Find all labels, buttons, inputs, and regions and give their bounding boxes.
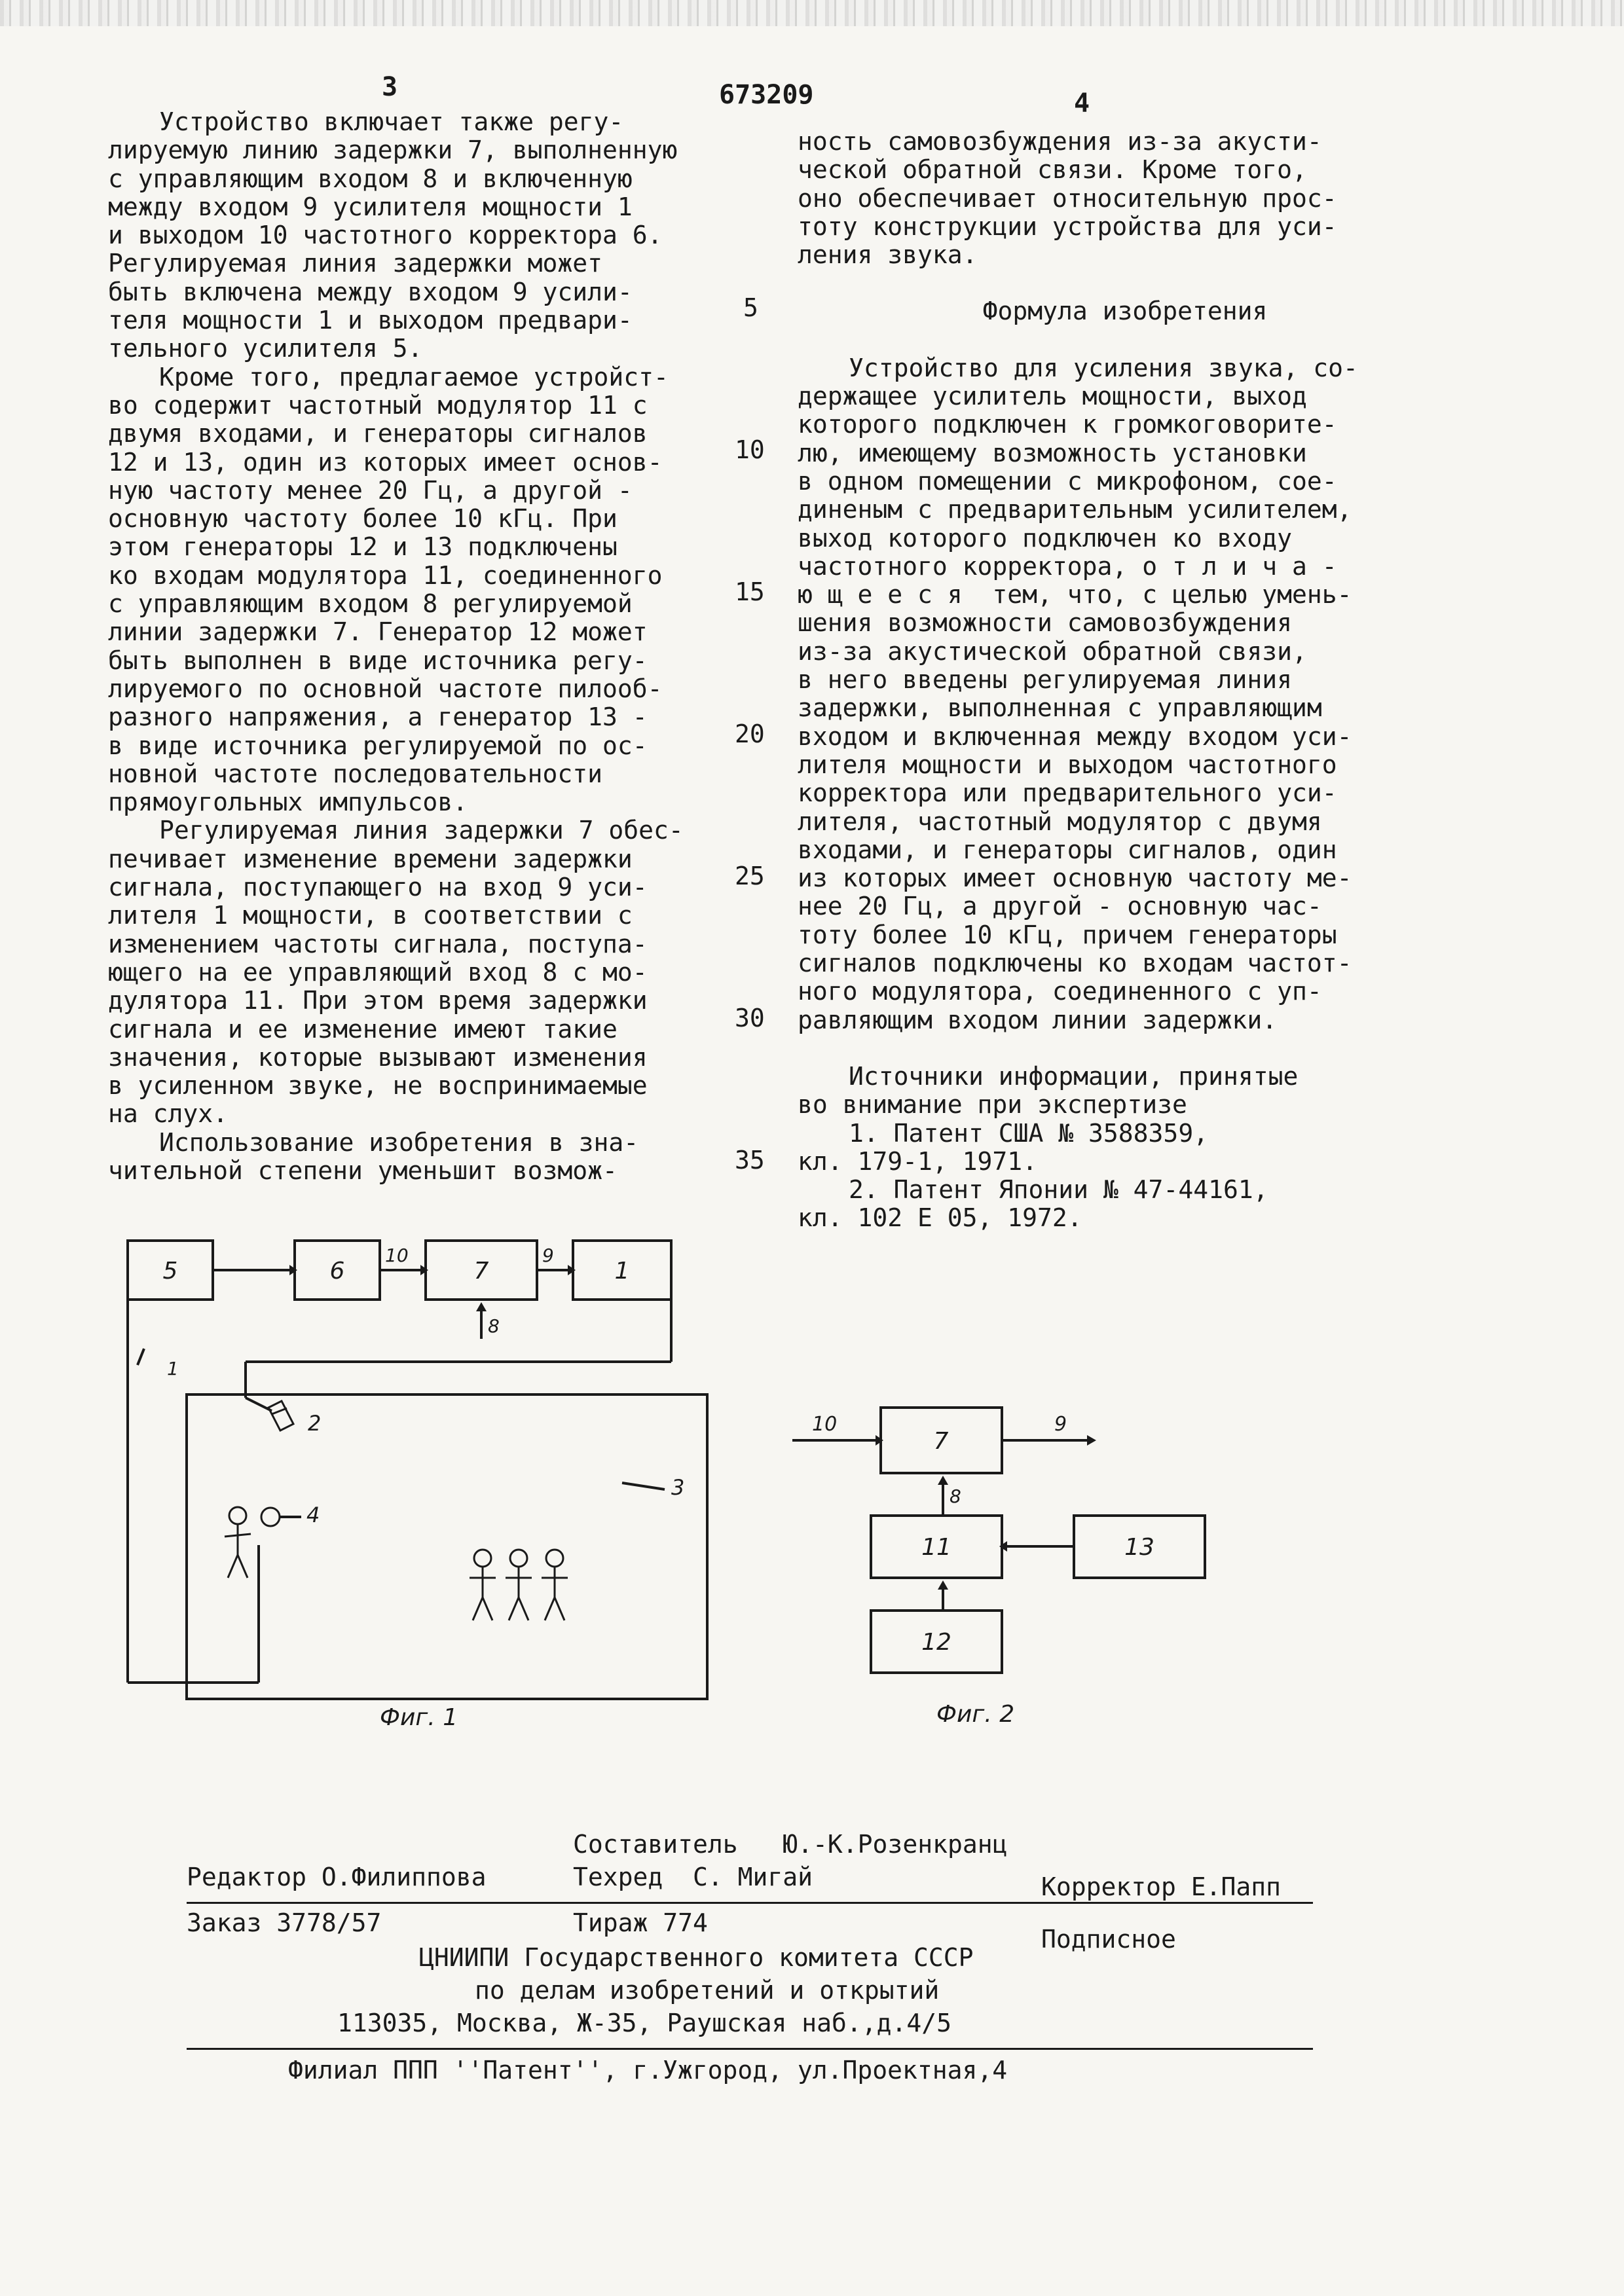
right-text-line: ления звука. bbox=[798, 240, 978, 270]
right-text-line bbox=[798, 1034, 1452, 1063]
left-text-line: ную частоту менее 20 Гц, а другой - bbox=[108, 475, 633, 505]
fig1-caption: Фиг. 1 bbox=[380, 1704, 458, 1731]
right-text-line: в него введены регулируемая линия bbox=[798, 665, 1292, 695]
left-text-line: 12 и 13, один из которых имеет основ- bbox=[108, 447, 663, 477]
right-text-line: ность самовозбуждения из-за акусти- bbox=[798, 127, 1322, 156]
figure-1 bbox=[118, 1214, 727, 1732]
left-text-line: быть включена между входом 9 усили- bbox=[108, 277, 633, 306]
right-text-line: 2. Патент Японии № 47-44161, bbox=[849, 1175, 1268, 1205]
fig1-signal-9: 9 bbox=[542, 1245, 554, 1266]
room-rect bbox=[187, 1394, 707, 1699]
right-text-line: нее 20 Гц, а другой - основную час- bbox=[798, 892, 1322, 921]
left-text-line: значения, которые вызывают изменения bbox=[108, 1042, 648, 1072]
left-text-line: лируемую линию задержки 7, выполненную bbox=[108, 136, 678, 165]
left-text-line: лируемого по основной частоте пилооб- bbox=[108, 674, 663, 703]
address-line: 113035, Москва, Ж-35, Раушская наб.,д.4/5 bbox=[337, 2009, 951, 2037]
right-text-line: в одном помещении с микрофоном, сое- bbox=[798, 466, 1337, 496]
line-number: 30 bbox=[735, 1004, 765, 1032]
right-text-line: ческой обратной связи. Кроме того, bbox=[798, 155, 1307, 185]
right-text-line: кл. 102 Е 05, 1972. bbox=[798, 1203, 1082, 1233]
left-text-line: Использование изобретения в зна- bbox=[159, 1127, 639, 1157]
right-text-line: выход которого подключен ко входу bbox=[798, 523, 1292, 553]
fig2-label-11: 11 bbox=[921, 1534, 951, 1561]
left-text-line: с управляющим входом 8 и включенную bbox=[108, 164, 633, 193]
left-text-line: изменением частоты сигнала, поступа- bbox=[108, 929, 648, 958]
left-text-line: Кроме того, предлагаемое устройст- bbox=[159, 362, 669, 392]
right-text-line: держащее усилитель мощности, выход bbox=[798, 382, 1307, 411]
left-text-line: дулятора 11. При этом время задержки bbox=[108, 986, 648, 1015]
left-text-line: чительной степени уменьшит возмож- bbox=[108, 1156, 618, 1185]
right-text-line: оно обеспечивает относительную прос- bbox=[798, 183, 1337, 213]
right-text-line: равляющим входом линии задержки. bbox=[798, 1005, 1278, 1034]
left-text-line: Устройство включает также регу- bbox=[159, 107, 624, 136]
right-text-line: шения возможности самовозбуждения bbox=[798, 608, 1292, 638]
order-line: Заказ 3778/57 bbox=[187, 1908, 382, 1937]
right-text-line: входом и включенная между входом уси- bbox=[798, 721, 1352, 751]
compiler-line: Составитель Ю.-К.Розенкранц bbox=[573, 1830, 1008, 1859]
left-text-column bbox=[108, 108, 756, 1185]
left-text-line: Регулируемая линия задержки может bbox=[108, 249, 602, 278]
fig1-label-6: 6 bbox=[329, 1258, 345, 1285]
right-text-line: из которых имеет основную частоту ме- bbox=[798, 864, 1352, 893]
left-text-line: линии задержки 7. Генератор 12 может bbox=[108, 617, 648, 647]
divider-2 bbox=[187, 2048, 1313, 2050]
left-text-line: теля мощности 1 и выходом предвари- bbox=[108, 306, 633, 335]
speaker-icon bbox=[268, 1401, 293, 1430]
fig1-label-3: 3 bbox=[671, 1475, 685, 1500]
right-text-line: ю щ е е с я тем, что, с целью умень- bbox=[798, 580, 1352, 610]
left-text-line: в виде источника регулируемой по ос- bbox=[108, 731, 648, 760]
right-text-line: Устройство для усиления звука, со- bbox=[849, 353, 1358, 382]
left-text-line: тельного усилителя 5. bbox=[108, 334, 423, 363]
fig1-wire-label: 1 bbox=[167, 1358, 179, 1379]
right-text-line bbox=[798, 269, 1452, 297]
left-text-line: разного напряжения, а генератор 13 - bbox=[108, 702, 648, 732]
right-text-line: корректора или предварительного уси- bbox=[798, 778, 1337, 808]
left-text-line: прямоугольных импульсов. bbox=[108, 788, 468, 817]
left-text-line: ющего на ее управляющий вход 8 с мо- bbox=[108, 957, 648, 987]
left-text-line: основную частоту более 10 кГц. При bbox=[108, 504, 618, 534]
corrector-line: Корректор Е.Папп bbox=[1041, 1872, 1282, 1901]
fig2-output-9: 9 bbox=[1054, 1413, 1067, 1436]
left-text-line: сигнала и ее изменение имеют такие bbox=[108, 1014, 618, 1044]
person-icon bbox=[225, 1507, 251, 1578]
line-number: 15 bbox=[735, 577, 765, 606]
left-text-line: новной частоте последовательности bbox=[108, 759, 602, 788]
right-text-line: которого подключен к громкоговорите- bbox=[798, 410, 1337, 439]
org-line-2: по делам изобретений и открытий bbox=[475, 1976, 940, 2005]
fig1-label-7: 7 bbox=[473, 1258, 489, 1285]
page-number-right: 4 bbox=[1074, 88, 1090, 118]
right-text-line: тоту более 10 кГц, причем генераторы bbox=[798, 920, 1337, 949]
techred-line: Техред С. Мигай bbox=[573, 1863, 813, 1891]
right-text-line: Формула изобретения bbox=[982, 297, 1268, 326]
fig1-label-1: 1 bbox=[614, 1258, 630, 1285]
left-text-line: двумя входами, и генераторы сигналов bbox=[108, 419, 648, 448]
left-text-line: сигнала, поступающего на вход 9 уси- bbox=[108, 873, 648, 902]
circulation-line: Тираж 774 bbox=[573, 1908, 708, 1937]
right-text-line: сигналов подключены ко входам частот- bbox=[798, 949, 1352, 978]
left-text-line: на слух. bbox=[108, 1099, 229, 1129]
subscription-line: Подписное bbox=[1041, 1925, 1176, 1954]
right-text-line: лителя мощности и выходом частотного bbox=[798, 750, 1337, 779]
left-text-line: быть выполнен в виде источника регу- bbox=[108, 646, 648, 675]
left-text-line: с управляющим входом 8 регулируемой bbox=[108, 589, 633, 619]
left-text-line: печивает изменение времени задержки bbox=[108, 844, 633, 873]
scan-artifact-band bbox=[0, 0, 1624, 26]
right-text-line: задержки, выполненная с управляющим bbox=[798, 693, 1322, 723]
right-text-line: во внимание при экспертизе bbox=[798, 1090, 1187, 1120]
line-number: 20 bbox=[735, 720, 765, 748]
audience-icon bbox=[470, 1550, 568, 1620]
left-text-line: этом генераторы 12 и 13 подключены bbox=[108, 532, 618, 562]
right-text-line: кл. 179-1, 1971. bbox=[798, 1146, 1038, 1176]
right-text-line: из-за акустической обратной связи, bbox=[798, 636, 1307, 666]
left-text-line: в усиленном звуке, не воспринимаемые bbox=[108, 1071, 648, 1101]
fig2-label-12: 12 bbox=[921, 1629, 951, 1656]
line-number: 10 bbox=[735, 435, 765, 464]
fig1-label-2: 2 bbox=[308, 1411, 322, 1436]
patent-number: 673209 bbox=[719, 80, 814, 110]
left-text-line: между входом 9 усилителя мощности 1 bbox=[108, 192, 633, 221]
fig1-signal-8: 8 bbox=[488, 1315, 500, 1337]
left-text-line: во содержит частотный модулятор 11 с bbox=[108, 390, 648, 420]
divider-1 bbox=[187, 1902, 1313, 1904]
right-text-column bbox=[798, 128, 1452, 1233]
figure-2 bbox=[786, 1394, 1244, 1735]
right-text-line: Источники информации, принятые bbox=[849, 1061, 1299, 1091]
fig2-input-10: 10 bbox=[812, 1413, 838, 1436]
right-text-line: тоту конструкции устройства для уси- bbox=[798, 211, 1337, 241]
right-text-line bbox=[798, 326, 1452, 354]
editor-line: Редактор О.Филиппова bbox=[187, 1863, 487, 1891]
right-text-line: лителя, частотный модулятор с двумя bbox=[798, 807, 1322, 836]
right-text-line: 1. Патент США № 3588359, bbox=[849, 1118, 1209, 1148]
fig1-label-4: 4 bbox=[306, 1503, 320, 1527]
page-number-left: 3 bbox=[382, 72, 398, 102]
microphone-icon bbox=[261, 1508, 280, 1526]
left-text-line: Регулируемая линия задержки 7 обес- bbox=[159, 816, 684, 845]
line-number: 35 bbox=[735, 1146, 765, 1175]
right-text-line: частотного корректора, о т л и ч а - bbox=[798, 551, 1337, 581]
fig2-caption: Фиг. 2 bbox=[936, 1701, 1015, 1728]
fig2-signal-8: 8 bbox=[950, 1485, 961, 1507]
right-text-line: лю, имеющему возможность установки bbox=[798, 438, 1307, 467]
left-text-line: ко входам модулятора 11, соединенного bbox=[108, 560, 663, 590]
line-number: 5 bbox=[743, 293, 758, 322]
branch-line: Филиал ППП ''Патент'', г.Ужгород, ул.Проектная,4 bbox=[288, 2056, 1008, 2085]
line-number: 25 bbox=[735, 862, 765, 890]
left-text-line: лителя 1 мощности, в соответствии с bbox=[108, 901, 633, 930]
right-text-line: ного модулятора, соединенного с уп- bbox=[798, 977, 1322, 1006]
right-text-line: входами, и генераторы сигналов, один bbox=[798, 835, 1337, 864]
org-line-1: ЦНИИПИ Государственного комитета СССР bbox=[419, 1943, 974, 1972]
right-text-line: диненым с предварительным усилителем, bbox=[798, 495, 1352, 524]
fig2-label-7: 7 bbox=[933, 1428, 949, 1455]
fig2-label-13: 13 bbox=[1124, 1534, 1154, 1561]
left-text-line: и выходом 10 частотного корректора 6. bbox=[108, 221, 663, 250]
fig1-label-5: 5 bbox=[162, 1258, 178, 1285]
fig1-signal-10: 10 bbox=[385, 1245, 409, 1266]
